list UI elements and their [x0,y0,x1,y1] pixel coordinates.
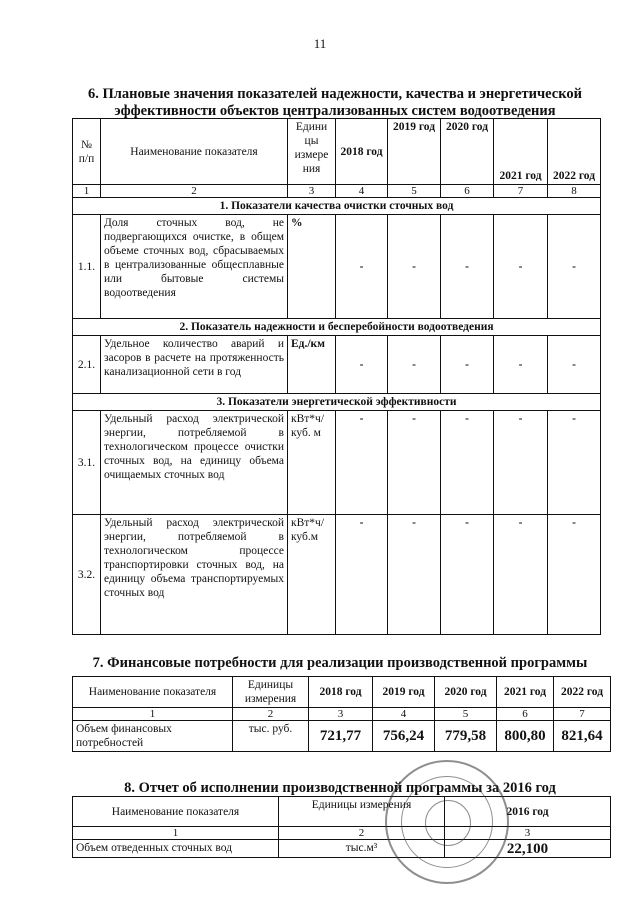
header-2021: 2021 год [497,677,554,708]
header-2020: 2020 год [441,119,494,185]
header-name: Наименование показателя [73,677,233,708]
group-title-reliability: 2. Показатель надежности и бесперебойности водоотведения [73,319,601,336]
col-number: 6 [441,185,494,198]
column-number-row [73,185,601,198]
header-2021: 2021 год [494,119,548,185]
row-value-2021: - [494,336,548,394]
row-value-2019: - [388,411,441,515]
section-7-title: 7. Финансовые потребности для реализации производственной программы [92,655,588,671]
row-value-2021: - [494,515,548,635]
table-header-row [73,677,611,708]
row-unit: тыс. руб. [233,721,309,752]
row-value-2022: - [548,215,601,319]
row-value-2020: - [441,215,494,319]
row-value-2022: - [548,411,601,515]
col-number: 6 [497,708,554,721]
header-name: Наименование показателя [101,119,288,185]
row-value-2020: - [441,336,494,394]
row-num: 3.1. [73,411,101,515]
col-number: 4 [336,185,388,198]
header-2018: 2018 год [309,677,373,708]
financial-needs-table [72,676,611,752]
col-number: 1 [73,185,101,198]
header-name: Наименование показателя [73,797,279,827]
row-value-2022: - [548,515,601,635]
column-number-row [73,827,611,840]
row-value-2021: - [494,411,548,515]
header-2016: 2016 год [445,797,611,827]
row-value-2020: - [441,411,494,515]
header-2022: 2022 год [548,119,601,185]
table-row [73,336,601,394]
section-6-title [70,86,600,120]
row-unit: % [288,215,336,319]
group-title-energy: 3. Показатели энергетической эффективности [73,394,601,411]
row-value-2018: - [336,411,388,515]
program-report-table [72,796,611,858]
row-unit: кВт*ч/ куб.м [288,515,336,635]
col-number: 2 [279,827,445,840]
col-number: 3 [445,827,611,840]
col-number: 8 [548,185,601,198]
col-number: 1 [73,708,233,721]
group-row [73,394,601,411]
table-header-row [73,797,611,827]
row-value-2019: - [388,215,441,319]
row-name: Доля сточных вод, не подвергающихся очистке, в общем объеме сточных вод, сбрасываемых в централизованные общесплавные или бытовые системы водоотведения [101,215,288,319]
header-unit: Едини цы измере ния [288,119,336,185]
row-value-2020: 779,58 [435,721,497,752]
section-8-title: 8. Отчет об исполнении производственной программы за 2016 год [124,780,556,796]
row-value-2021: - [494,215,548,319]
header-num: № п/п [73,119,101,185]
col-number: 1 [73,827,279,840]
group-row [73,319,601,336]
row-value-2018: - [336,215,388,319]
row-unit: тыс.м³ [279,840,445,858]
header-2022: 2022 год [554,677,611,708]
table-header-row [73,119,601,185]
row-num: 3.2. [73,515,101,635]
header-2018: 2018 год [336,119,388,185]
header-2020: 2020 год [435,677,497,708]
col-number: 4 [373,708,435,721]
row-name: Удельное количество аварий и засоров в расчете на протяженность канализационной сети в год [101,336,288,394]
row-value-2019: - [388,336,441,394]
row-value-2021: 800,80 [497,721,554,752]
header-unit: Единицы измерения [233,677,309,708]
section-6-title-line1: 6. Плановые значения показателей надежности, качества и энергетической [88,86,582,102]
table-row [73,215,601,319]
header-unit: Единицы измерения [279,797,445,827]
page-number: 11 [313,36,327,51]
row-value-2022: 821,64 [554,721,611,752]
row-value-2019: 756,24 [373,721,435,752]
col-number: 2 [101,185,288,198]
row-name: Удельный расход электрической энергии, потребляемой в технологическом процессе транспортировки сточных вод, на единицу объема транспортируемых сточных вод [101,515,288,635]
column-number-row [73,708,611,721]
row-name: Объем отведенных сточных вод [73,840,279,858]
row-name: Объем финансовых потребностей [73,721,233,752]
table-row [73,840,611,858]
group-row [73,198,601,215]
col-number: 5 [388,185,441,198]
row-value-2018: - [336,336,388,394]
col-number: 7 [494,185,548,198]
row-num: 1.1. [73,215,101,319]
col-number: 3 [288,185,336,198]
section-6-title-line2: эффективности объектов централизованных систем водоотведения [114,103,556,119]
col-number: 2 [233,708,309,721]
col-number: 5 [435,708,497,721]
group-title-quality: 1. Показатели качества очистки сточных вод [73,198,601,215]
col-number: 3 [309,708,373,721]
row-unit: Ед./км [288,336,336,394]
reliability-indicators-table [72,118,601,635]
row-value-2022: - [548,336,601,394]
table-row [73,721,611,752]
row-value-2019: - [388,515,441,635]
row-num: 2.1. [73,336,101,394]
row-value-2016: 22,100 [445,840,611,858]
row-unit: кВт*ч/ куб. м [288,411,336,515]
table-row [73,515,601,635]
row-value-2020: - [441,515,494,635]
row-value-2018: - [336,515,388,635]
header-2019: 2019 год [373,677,435,708]
col-number: 7 [554,708,611,721]
table-row [73,411,601,515]
row-name: Удельный расход электрической энергии, потребляемой в технологическом процессе очистки сточных вод, на единицу объема очищаемых сточных вод [101,411,288,515]
header-2019: 2019 год [388,119,441,185]
row-value-2018: 721,77 [309,721,373,752]
